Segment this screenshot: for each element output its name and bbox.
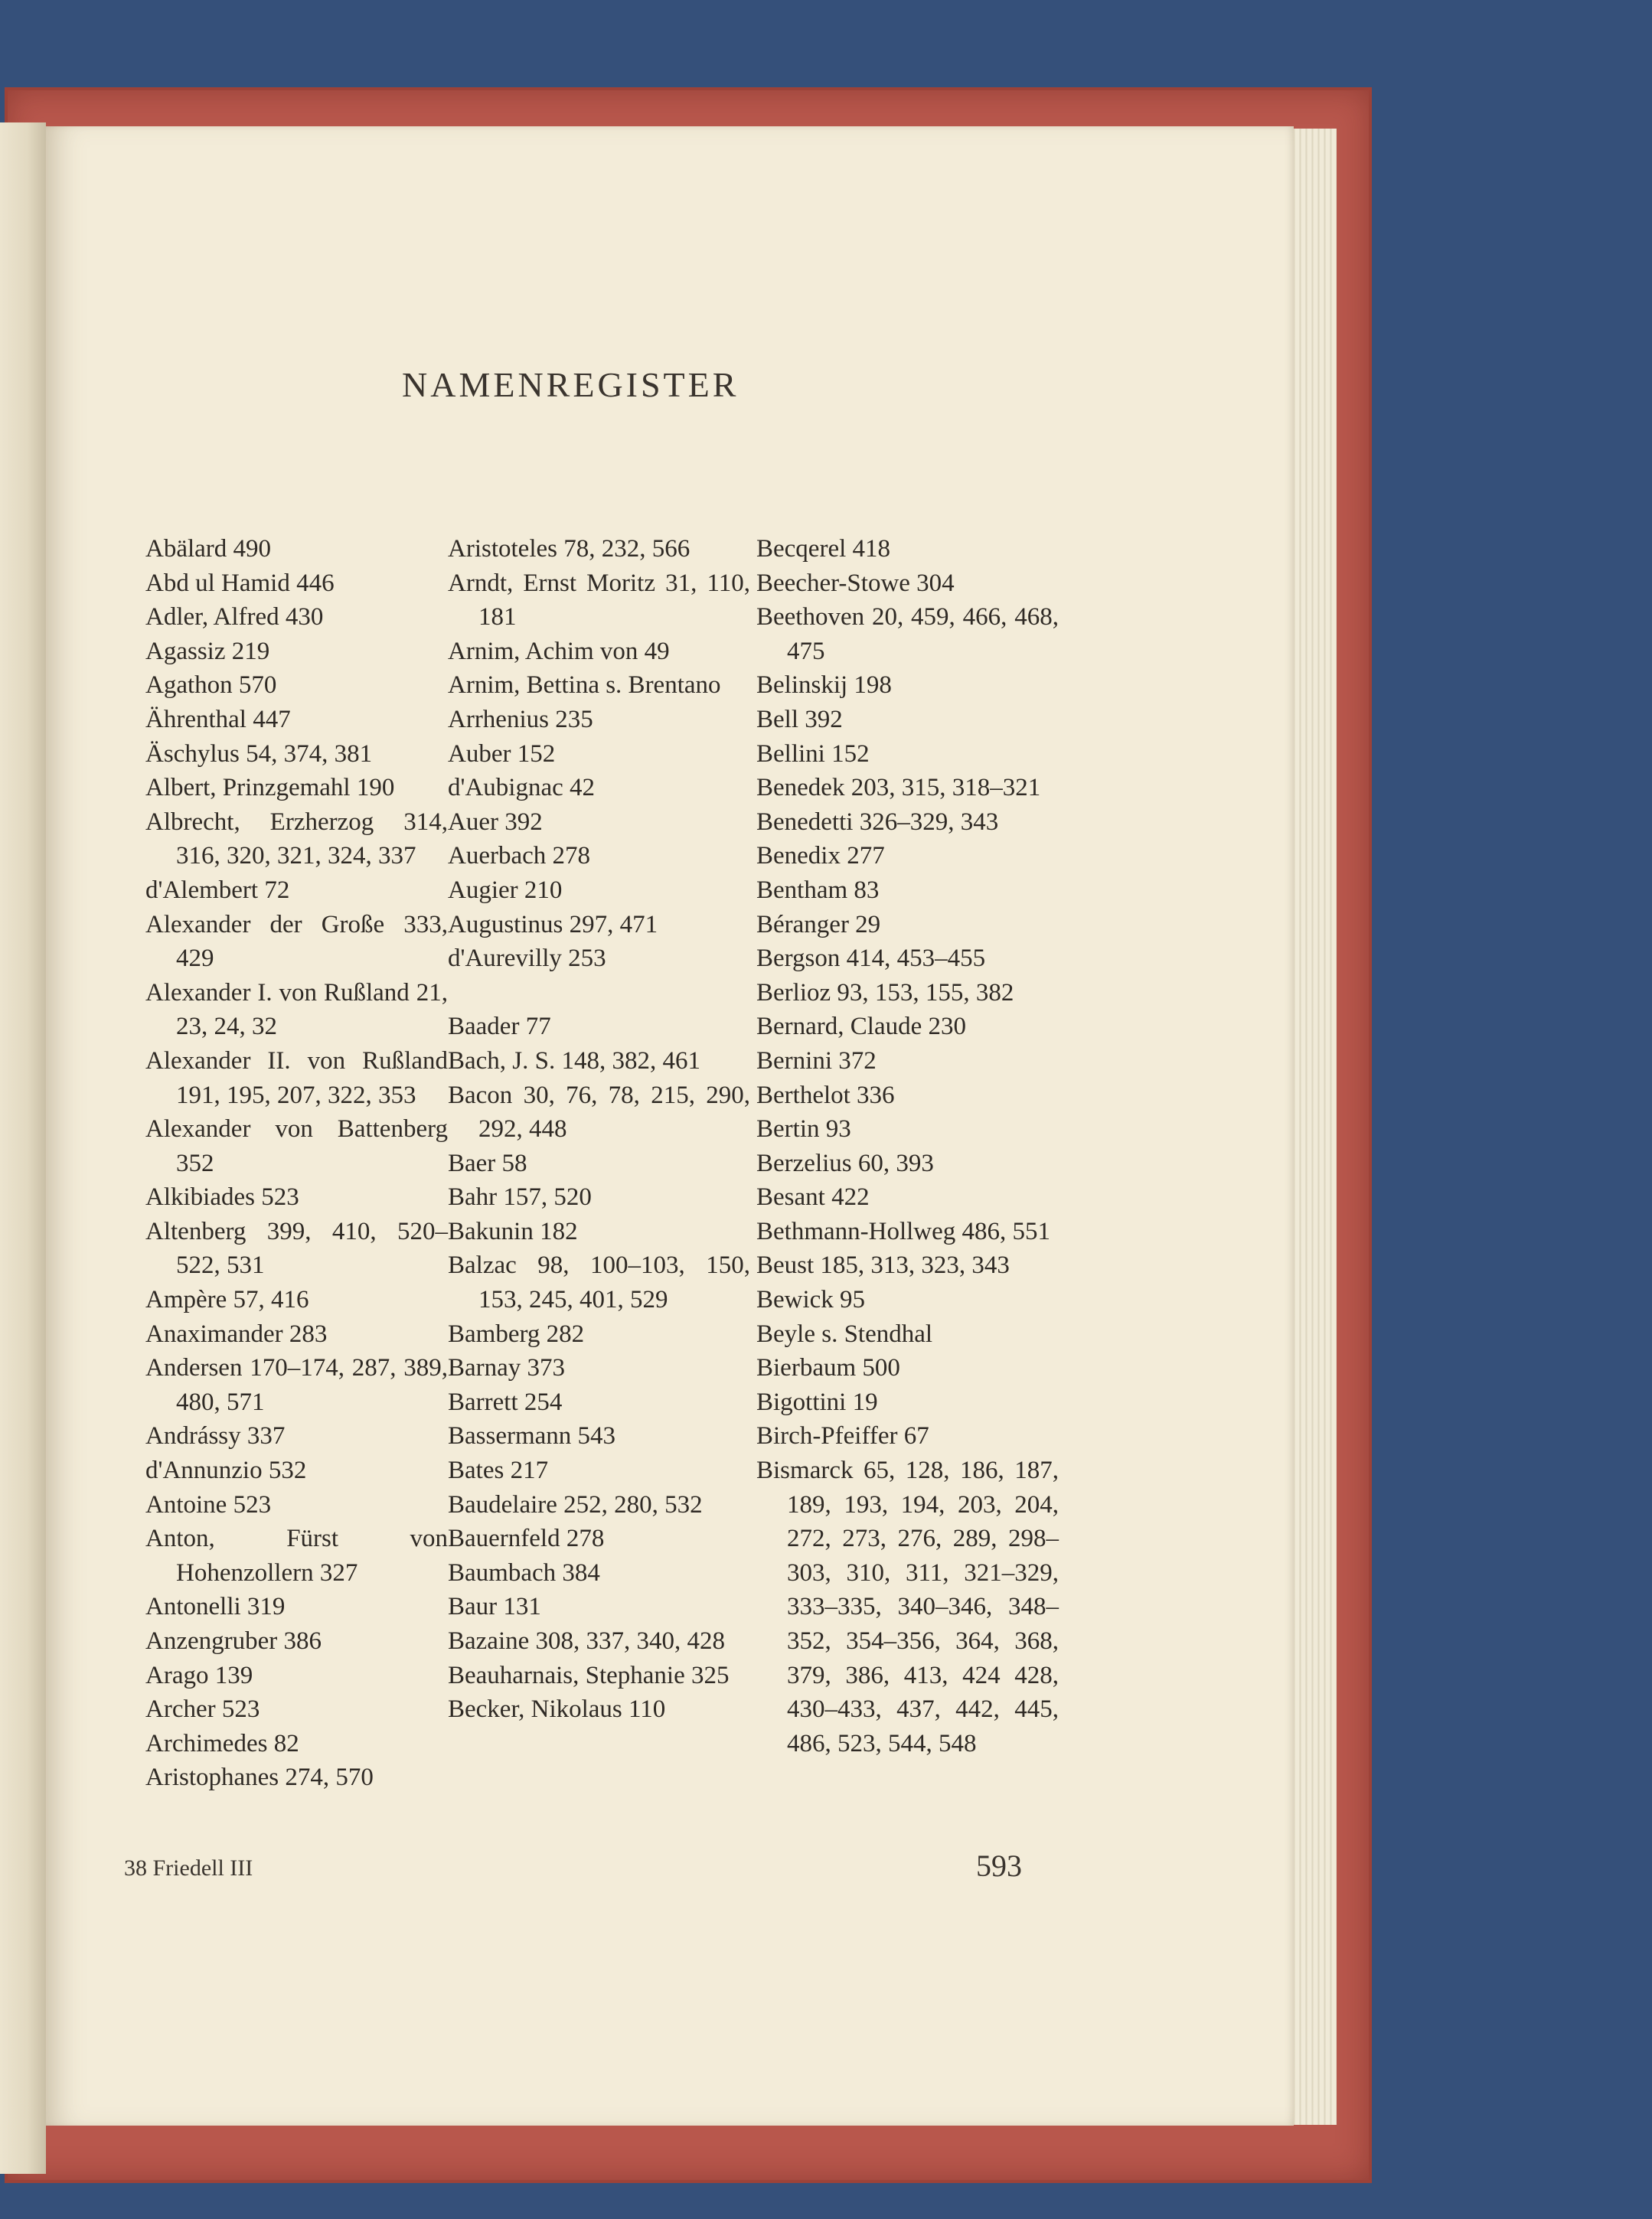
- index-entry: Birch-Pfeiffer 67: [756, 1422, 929, 1451]
- index-entry: Bauernfeld 278: [448, 1525, 605, 1553]
- index-entry: Béranger 29: [756, 910, 881, 938]
- index-entry: Beauharnais, Stephanie 325: [448, 1661, 730, 1689]
- index-column-2: [448, 532, 750, 1727]
- index-entry: Besant 422: [756, 1183, 870, 1212]
- index-column-3: [756, 532, 1059, 1761]
- index-entry: Aristoteles 78, 232, 566: [448, 535, 691, 563]
- index-entry: Benedix 277: [756, 842, 885, 870]
- index-entry: Agathon 570: [145, 671, 277, 700]
- index-entry: Äschylus 54, 374, 381: [145, 739, 373, 768]
- index-entry: Alkibiades 523: [145, 1183, 299, 1212]
- index-entry: Bakunin 182: [448, 1217, 578, 1245]
- index-entry: Beyle s. Stendhal: [756, 1320, 933, 1348]
- index-entry: Bentham 83: [756, 876, 880, 904]
- index-entry: Alexander II. von Rußland 191, 195, 207, 322, 353: [145, 1046, 448, 1109]
- index-entry: Belinskij 198: [756, 671, 892, 700]
- index-entry: Benedek 203, 315, 318–321: [756, 774, 1041, 802]
- index-entry: Becqerel 418: [756, 535, 891, 563]
- index-entry: Bates 217: [448, 1457, 549, 1485]
- index-entry: Berthelot 336: [756, 1081, 895, 1109]
- index-entry: Beethoven 20, 459, 466, 468, 475: [756, 603, 1059, 665]
- index-entry: d'Aurevilly 253: [448, 945, 606, 973]
- index-entry: Berzelius 60, 393: [756, 1149, 934, 1177]
- index-entry: Ampère 57, 416: [145, 1286, 309, 1314]
- index-entry: Auber 152: [448, 739, 556, 768]
- index-entry: Anzengruber 386: [145, 1627, 322, 1655]
- signature-mark: 38 Friedell III: [124, 1855, 253, 1881]
- index-entry: Auerbach 278: [448, 842, 591, 870]
- index-entry: d'Alembert 72: [145, 876, 290, 904]
- index-entry: Arnim, Achim von 49: [448, 637, 670, 665]
- index-entry: Becker, Nikolaus 110: [448, 1695, 666, 1724]
- index-entry: Baur 131: [448, 1593, 541, 1621]
- index-entry: Beust 185, 313, 323, 343: [756, 1251, 1010, 1280]
- index-entry: Bell 392: [756, 705, 843, 733]
- index-entry: d'Aubignac 42: [448, 774, 595, 802]
- index-entry: Barnay 373: [448, 1354, 566, 1382]
- index-entry: Bertin 93: [756, 1115, 851, 1144]
- index-entry: Albert, Prinzgemahl 190: [145, 774, 395, 802]
- index-entry: Baader 77: [448, 1013, 551, 1041]
- index-entry: Bazaine 308, 337, 340, 428: [448, 1627, 726, 1655]
- index-entry: Archimedes 82: [145, 1729, 299, 1757]
- index-entry: Bamberg 282: [448, 1320, 585, 1348]
- index-entry: Abd ul Hamid 446: [145, 569, 335, 597]
- index-entry: Bellini 152: [756, 739, 870, 768]
- index-entry: Andersen 170–174, 287, 389, 480, 571: [145, 1354, 448, 1416]
- index-entry: Arrhenius 235: [448, 705, 593, 733]
- index-entry: Adler, Alfred 430: [145, 603, 324, 631]
- index-entry: Bach, J. S. 148, 382, 461: [448, 1046, 700, 1075]
- index-entry: Agassiz 219: [145, 637, 270, 665]
- index-entry: Baer 58: [448, 1149, 527, 1177]
- index-entry: Archer 523: [145, 1695, 260, 1724]
- index-entry: d'Annunzio 532: [145, 1457, 307, 1485]
- index-entry: Bernini 372: [756, 1046, 877, 1075]
- index-entry: Aristophanes 274, 570: [145, 1764, 374, 1792]
- index-entry: Bewick 95: [756, 1286, 866, 1314]
- index-entry: Beecher-Stowe 304: [756, 569, 955, 597]
- page-title: NAMENREGISTER: [402, 365, 739, 404]
- index-entry: Bacon 30, 76, 78, 215, 290, 292, 448: [448, 1081, 750, 1144]
- index-entry: Bergson 414, 453–455: [756, 945, 986, 973]
- index-entry: Albrecht, Erzherzog 314, 316, 320, 321, 324, 337: [145, 808, 448, 870]
- index-entry: Bassermann 543: [448, 1422, 616, 1451]
- index-entry: Augustinus 297, 471: [448, 910, 658, 938]
- index-entry: Bigottini 19: [756, 1388, 878, 1416]
- index-entry: Arago 139: [145, 1661, 253, 1689]
- index-entry: Altenberg 399, 410, 520–522, 531: [145, 1217, 448, 1280]
- index-entry: Ährenthal 447: [145, 705, 291, 733]
- index-entry: Baumbach 384: [448, 1558, 600, 1587]
- index-entry: Alexander I. von Rußland 21, 23, 24, 32: [145, 978, 448, 1041]
- index-entry: Berlioz 93, 153, 155, 382: [756, 978, 1014, 1007]
- index-entry: Bernard, Claude 230: [756, 1013, 967, 1041]
- index-column-1: [145, 532, 448, 1795]
- index-entry: Anaximander 283: [145, 1320, 328, 1348]
- index-entry: Benedetti 326–329, 343: [756, 808, 999, 836]
- index-entry: Bahr 157, 520: [448, 1183, 592, 1212]
- index-entry: Alexander von Battenberg 352: [145, 1115, 448, 1177]
- page-number: 593: [976, 1849, 1022, 1883]
- index-entry: Andrássy 337: [145, 1422, 286, 1451]
- index-entry: Bierbaum 500: [756, 1354, 900, 1382]
- index-entry: Arnim, Bettina s. Brentano: [448, 671, 721, 700]
- index-entry: Arndt, Ernst Moritz 31, 110, 181: [448, 569, 750, 631]
- index-entry: Antonelli 319: [145, 1593, 286, 1621]
- index-entry: Alexander der Große 333, 429: [145, 910, 448, 973]
- index-entry: Baudelaire 252, 280, 532: [448, 1490, 703, 1519]
- index-entry: Barrett 254: [448, 1388, 563, 1416]
- index-entry: Anton, Fürst von Hohenzollern 327: [145, 1525, 448, 1587]
- letter-group-spacer: [448, 976, 750, 1010]
- index-entry: Antoine 523: [145, 1490, 272, 1519]
- index-entry: Augier 210: [448, 876, 563, 904]
- previous-page-edge: [0, 122, 46, 2174]
- index-entry: Auer 392: [448, 808, 543, 836]
- index-entry: Abälard 490: [145, 535, 272, 563]
- index-entry: Bethmann-Hollweg 486, 551: [756, 1217, 1051, 1245]
- index-entry: Balzac 98, 100–103, 150, 153, 245, 401, 529: [448, 1251, 750, 1314]
- index-entry: Bismarck 65, 128, 186, 187, 189, 193, 194, 203, 204, 272, 273, 276, 289, 298–303, 310, 311, 321–329, 333–335, 340–346, 348–352, 354–356, 364, 368, 379, 386, 413, 424 428, 430–433, 437, 442, 445, 486, 523, 544, 548: [756, 1457, 1059, 1757]
